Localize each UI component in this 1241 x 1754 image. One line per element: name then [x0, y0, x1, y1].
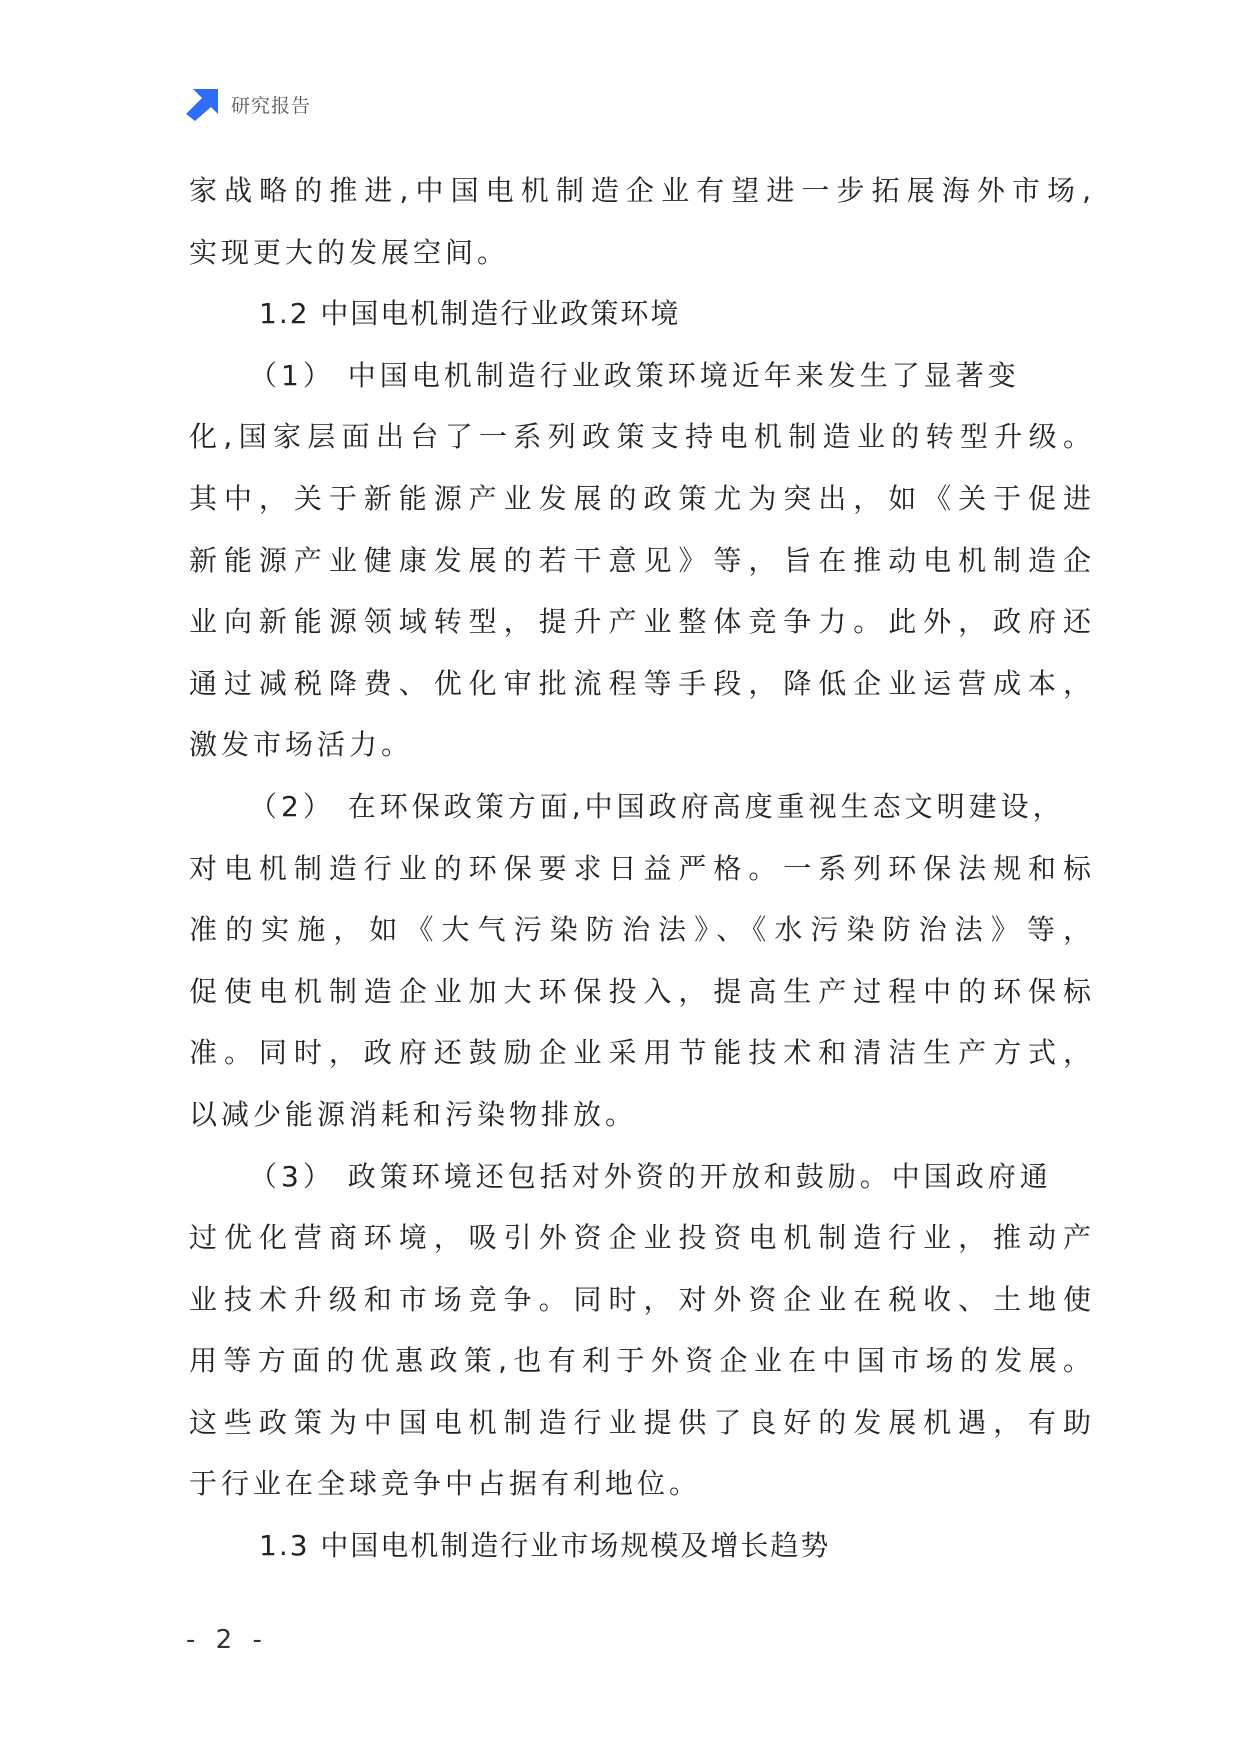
report-body — [189, 160, 1093, 1577]
paragraph-line: 过优化营商环境，吸引外资企业投资电机制造行业，推动产 — [189, 1221, 1093, 1255]
section-heading: 1.2 中国电机制造行业政策环境 — [259, 297, 681, 331]
paragraph-line: 新能源产业健康发展的若干意见》等，旨在推动电机制造企 — [189, 543, 1093, 577]
paragraph-line: 激发市场活力。 — [189, 728, 414, 762]
paragraph-line: （2） 在环保政策方面,中国政府高度重视生态文明建设， — [249, 789, 1065, 823]
paragraph-line: 以减少能源消耗和污染物排放。 — [189, 1097, 638, 1131]
page-header — [186, 86, 311, 122]
paragraph-line: 促使电机制造企业加大环保投入，提高生产过程中的环保标 — [189, 974, 1093, 1008]
paragraph-line: 通过减税降费、优化审批流程等手段，降低企业运营成本， — [189, 666, 1093, 700]
paragraph-line: 准的实施，如《大气污染防治法》、《水污染防治法》等， — [189, 913, 1093, 947]
section-heading: 1.3 中国电机制造行业市场规模及增长趋势 — [259, 1529, 831, 1563]
paragraph-line: 化,国家层面出台了一系列政策支持电机制造业的转型升级。 — [189, 420, 1093, 454]
page-number: - 2 - — [186, 1625, 268, 1655]
paragraph-line: 对电机制造行业的环保要求日益严格。一系列环保法规和标 — [189, 851, 1093, 885]
paragraph-line: 这些政策为中国电机制造行业提供了良好的发展机遇，有助 — [189, 1405, 1093, 1439]
paragraph-line: （1） 中国电机制造行业政策环境近年来发生了显著变 — [249, 358, 1020, 392]
paragraph-line: 用等方面的优惠政策,也有利于外资企业在中国市场的发展。 — [189, 1344, 1093, 1378]
paragraph-line: （3） 政策环境还包括对外资的开放和鼓励。中国政府通 — [249, 1159, 1052, 1193]
arrow-up-right-icon — [186, 87, 220, 121]
paragraph-line: 业向新能源领域转型，提升产业整体竞争力。此外，政府还 — [189, 605, 1093, 639]
paragraph-line: 其中，关于新能源产业发展的政策尤为突出，如《关于促进 — [189, 481, 1093, 515]
header-label: 研究报告 — [231, 94, 312, 117]
paragraph-line: 于行业在全球竞争中占据有利地位。 — [189, 1467, 702, 1501]
paragraph-line: 业技术升级和市场竞争。同时，对外资企业在税收、土地使 — [189, 1282, 1093, 1316]
paragraph-line: 准。同时，政府还鼓励企业采用节能技术和清洁生产方式， — [189, 1036, 1093, 1070]
paragraph-line: 家战略的推进,中国电机制造企业有望进一步拓展海外市场, — [189, 174, 1093, 207]
paragraph-line: 实现更大的发展空间。 — [189, 235, 510, 269]
